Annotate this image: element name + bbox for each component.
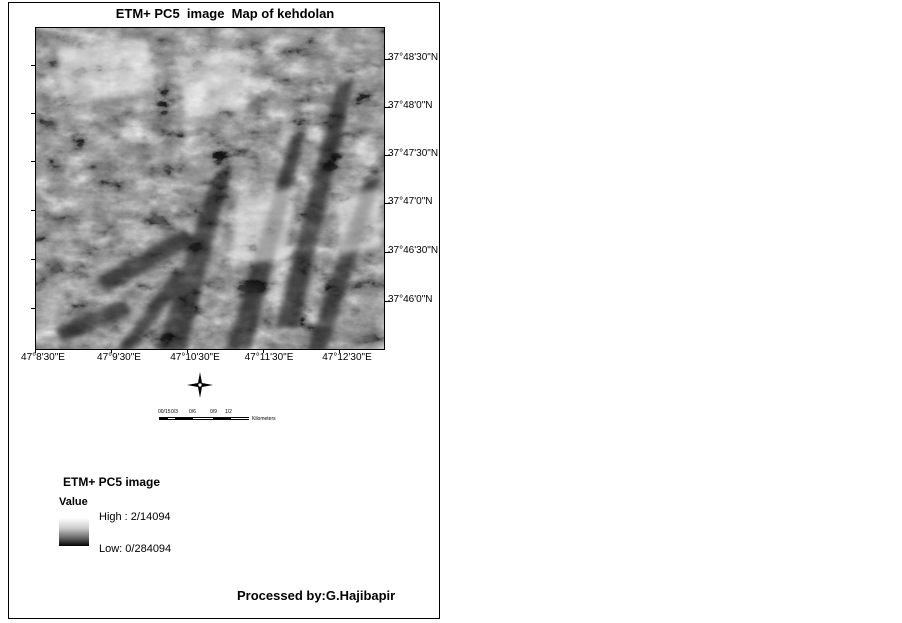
latitude-label: 37°48'0"N [388,100,433,111]
left-tick [31,113,35,114]
left-tick [31,210,35,211]
legend-subtitle: Value [59,496,88,508]
legend-title: ETM+ PC5 image [63,475,161,489]
latitude-label: 37°46'0"N [388,294,433,305]
longitude-label: 47°8'30"E [21,352,65,363]
longitude-label: 47°12'30"E [322,352,372,363]
scale-tick-label: 00/15 [158,409,171,415]
longitude-label: 47°11'30"E [244,352,294,363]
legend-high-label: High : 2/14094 [99,511,171,523]
left-tick [31,259,35,260]
longitude-label: 47°10'30"E [170,352,220,363]
left-tick [31,161,35,162]
left-tick [31,308,35,309]
latitude-label: 37°48'30"N [388,52,439,63]
longitude-label: 47°9'30"E [97,352,141,363]
latitude-label: 37°46'30"N [388,245,439,256]
map-layout-frame [8,2,440,619]
pc5-raster-image [35,27,385,350]
scale-tick-label: 1/2 [225,409,232,415]
latitude-label: 37°47'30"N [388,148,439,159]
scale-tick-label: 0/3 [171,409,178,415]
north-arrow-icon [187,372,213,398]
left-tick [31,65,35,66]
scale-tick-label: 0/6 [189,409,196,415]
processed-by-credit: Processed by:G.Hajibapir [237,588,396,603]
scale-tick-label: 0/9 [210,409,217,415]
latitude-label: 37°47'0"N [388,196,433,207]
legend-low-label: Low: 0/284094 [99,543,172,555]
map-title: ETM+ PC5 image Map of kehdolan [115,6,335,21]
scale-bar-graphic [159,417,249,420]
scale-unit-label: Kilometers [252,416,276,422]
legend-color-ramp [59,518,89,546]
